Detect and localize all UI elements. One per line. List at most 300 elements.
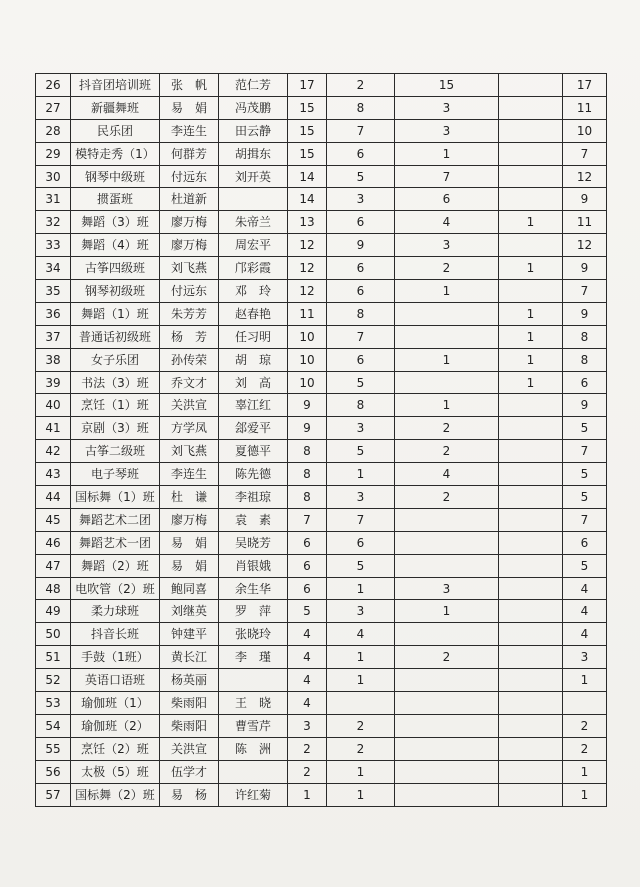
teacher-name: 鲍同喜 bbox=[160, 577, 219, 600]
teacher-name: 刘飞燕 bbox=[160, 440, 219, 463]
table-row bbox=[36, 600, 607, 623]
count-c bbox=[499, 74, 563, 97]
row-number: 55 bbox=[36, 737, 71, 760]
count-a: 1 bbox=[327, 760, 395, 783]
count-a: 5 bbox=[327, 165, 395, 188]
row-number: 30 bbox=[36, 165, 71, 188]
count-c bbox=[499, 646, 563, 669]
table-row bbox=[36, 714, 607, 737]
row-number: 48 bbox=[36, 577, 71, 600]
count-c bbox=[499, 737, 563, 760]
count-sum: 11 bbox=[563, 96, 607, 119]
enrolled-total: 17 bbox=[288, 74, 327, 97]
enrolled-total: 5 bbox=[288, 600, 327, 623]
count-a: 8 bbox=[327, 96, 395, 119]
teacher-name: 付远东 bbox=[160, 280, 219, 303]
row-number: 46 bbox=[36, 531, 71, 554]
enrolled-total: 6 bbox=[288, 531, 327, 554]
table-row bbox=[36, 348, 607, 371]
count-c bbox=[499, 600, 563, 623]
count-b: 1 bbox=[395, 600, 499, 623]
teacher-name: 杜道新 bbox=[160, 188, 219, 211]
class-name: 民乐团 bbox=[71, 119, 160, 142]
assistant-name: 袁 素 bbox=[219, 508, 288, 531]
assistant-name: 吴晓芳 bbox=[219, 531, 288, 554]
assistant-name bbox=[219, 188, 288, 211]
count-c bbox=[499, 165, 563, 188]
enrolled-total: 4 bbox=[288, 623, 327, 646]
row-number: 45 bbox=[36, 508, 71, 531]
row-number: 28 bbox=[36, 119, 71, 142]
enrolled-total: 10 bbox=[288, 348, 327, 371]
teacher-name: 柴雨阳 bbox=[160, 692, 219, 715]
table-row bbox=[36, 142, 607, 165]
table-row bbox=[36, 531, 607, 554]
teacher-name: 张 帆 bbox=[160, 74, 219, 97]
teacher-name: 孙传荣 bbox=[160, 348, 219, 371]
class-name: 抖音长班 bbox=[71, 623, 160, 646]
count-c bbox=[499, 417, 563, 440]
count-c bbox=[499, 142, 563, 165]
row-number: 41 bbox=[36, 417, 71, 440]
class-name: 烹饪（1）班 bbox=[71, 394, 160, 417]
assistant-name: 胡 琼 bbox=[219, 348, 288, 371]
count-b: 6 bbox=[395, 188, 499, 211]
class-name: 普通话初级班 bbox=[71, 325, 160, 348]
assistant-name: 周宏平 bbox=[219, 234, 288, 257]
assistant-name: 陈 洲 bbox=[219, 737, 288, 760]
class-name: 新疆舞班 bbox=[71, 96, 160, 119]
teacher-name: 刘继英 bbox=[160, 600, 219, 623]
row-number: 38 bbox=[36, 348, 71, 371]
row-number: 31 bbox=[36, 188, 71, 211]
teacher-name: 廖万梅 bbox=[160, 211, 219, 234]
count-c: 1 bbox=[499, 302, 563, 325]
count-sum: 1 bbox=[563, 669, 607, 692]
class-name: 电子琴班 bbox=[71, 463, 160, 486]
class-name: 舞蹈艺术一团 bbox=[71, 531, 160, 554]
teacher-name: 伍学才 bbox=[160, 760, 219, 783]
teacher-name: 黄长江 bbox=[160, 646, 219, 669]
row-number: 44 bbox=[36, 486, 71, 509]
teacher-name: 杜 谦 bbox=[160, 486, 219, 509]
class-name: 古筝四级班 bbox=[71, 257, 160, 280]
assistant-name: 范仁芳 bbox=[219, 74, 288, 97]
count-sum: 2 bbox=[563, 714, 607, 737]
table-row bbox=[36, 646, 607, 669]
table-row bbox=[36, 188, 607, 211]
count-sum: 7 bbox=[563, 440, 607, 463]
teacher-name: 乔文才 bbox=[160, 371, 219, 394]
class-name: 太极（5）班 bbox=[71, 760, 160, 783]
enrolled-total: 8 bbox=[288, 486, 327, 509]
table-row bbox=[36, 692, 607, 715]
count-c: 1 bbox=[499, 257, 563, 280]
assistant-name: 李祖琼 bbox=[219, 486, 288, 509]
row-number: 47 bbox=[36, 554, 71, 577]
count-c: 1 bbox=[499, 211, 563, 234]
assistant-name: 胡揖东 bbox=[219, 142, 288, 165]
count-sum: 7 bbox=[563, 508, 607, 531]
enrolled-total: 4 bbox=[288, 669, 327, 692]
count-a: 6 bbox=[327, 348, 395, 371]
class-name: 电吹管（2）班 bbox=[71, 577, 160, 600]
count-b: 3 bbox=[395, 96, 499, 119]
row-number: 51 bbox=[36, 646, 71, 669]
assistant-name: 曹雪芹 bbox=[219, 714, 288, 737]
row-number: 53 bbox=[36, 692, 71, 715]
count-a: 9 bbox=[327, 234, 395, 257]
enrolled-total: 9 bbox=[288, 417, 327, 440]
count-b bbox=[395, 554, 499, 577]
count-sum: 9 bbox=[563, 302, 607, 325]
count-sum: 1 bbox=[563, 783, 607, 806]
count-c bbox=[499, 760, 563, 783]
count-sum: 8 bbox=[563, 325, 607, 348]
assistant-name: 罗 萍 bbox=[219, 600, 288, 623]
enrolled-total: 15 bbox=[288, 96, 327, 119]
enrolled-total: 10 bbox=[288, 371, 327, 394]
row-number: 56 bbox=[36, 760, 71, 783]
table-row bbox=[36, 119, 607, 142]
count-sum: 1 bbox=[563, 760, 607, 783]
row-number: 36 bbox=[36, 302, 71, 325]
count-b bbox=[395, 714, 499, 737]
teacher-name: 易 娟 bbox=[160, 554, 219, 577]
row-number: 33 bbox=[36, 234, 71, 257]
class-name: 书法（3）班 bbox=[71, 371, 160, 394]
row-number: 27 bbox=[36, 96, 71, 119]
table-row bbox=[36, 96, 607, 119]
row-number: 57 bbox=[36, 783, 71, 806]
class-name: 女子乐团 bbox=[71, 348, 160, 371]
row-number: 35 bbox=[36, 280, 71, 303]
teacher-name: 钟建平 bbox=[160, 623, 219, 646]
count-c bbox=[499, 463, 563, 486]
enrolled-total: 12 bbox=[288, 234, 327, 257]
table-row bbox=[36, 257, 607, 280]
count-sum: 6 bbox=[563, 531, 607, 554]
table-row bbox=[36, 783, 607, 806]
count-b bbox=[395, 783, 499, 806]
row-number: 26 bbox=[36, 74, 71, 97]
count-b: 7 bbox=[395, 165, 499, 188]
count-sum: 17 bbox=[563, 74, 607, 97]
count-b bbox=[395, 669, 499, 692]
row-number: 50 bbox=[36, 623, 71, 646]
count-sum: 4 bbox=[563, 623, 607, 646]
table-row bbox=[36, 440, 607, 463]
assistant-name: 陈先德 bbox=[219, 463, 288, 486]
count-a: 3 bbox=[327, 486, 395, 509]
count-a: 1 bbox=[327, 783, 395, 806]
table-row bbox=[36, 486, 607, 509]
count-sum: 7 bbox=[563, 142, 607, 165]
count-sum: 10 bbox=[563, 119, 607, 142]
count-a: 1 bbox=[327, 577, 395, 600]
enrolled-total: 15 bbox=[288, 142, 327, 165]
count-a: 6 bbox=[327, 142, 395, 165]
enrolled-total: 4 bbox=[288, 692, 327, 715]
class-name: 抖音团培训班 bbox=[71, 74, 160, 97]
teacher-name: 廖万梅 bbox=[160, 508, 219, 531]
count-sum: 7 bbox=[563, 280, 607, 303]
count-sum bbox=[563, 692, 607, 715]
enrolled-total: 14 bbox=[288, 165, 327, 188]
assistant-name: 刘 高 bbox=[219, 371, 288, 394]
row-number: 49 bbox=[36, 600, 71, 623]
count-c bbox=[499, 714, 563, 737]
count-a: 3 bbox=[327, 600, 395, 623]
table-row bbox=[36, 165, 607, 188]
count-c bbox=[499, 440, 563, 463]
count-a: 7 bbox=[327, 325, 395, 348]
teacher-name: 易 娟 bbox=[160, 531, 219, 554]
count-sum: 9 bbox=[563, 188, 607, 211]
enrolled-total: 12 bbox=[288, 280, 327, 303]
class-name: 国标舞（2）班 bbox=[71, 783, 160, 806]
count-b: 3 bbox=[395, 119, 499, 142]
count-b: 2 bbox=[395, 646, 499, 669]
count-a: 3 bbox=[327, 188, 395, 211]
assistant-name: 李 瑾 bbox=[219, 646, 288, 669]
count-sum: 5 bbox=[563, 417, 607, 440]
count-sum: 12 bbox=[563, 234, 607, 257]
count-c bbox=[499, 554, 563, 577]
count-b: 2 bbox=[395, 417, 499, 440]
class-name: 京剧（3）班 bbox=[71, 417, 160, 440]
row-number: 34 bbox=[36, 257, 71, 280]
count-a: 1 bbox=[327, 646, 395, 669]
assistant-name bbox=[219, 669, 288, 692]
teacher-name: 杨 芳 bbox=[160, 325, 219, 348]
count-b: 3 bbox=[395, 577, 499, 600]
count-sum: 9 bbox=[563, 394, 607, 417]
count-a: 6 bbox=[327, 531, 395, 554]
enrolled-total: 8 bbox=[288, 463, 327, 486]
row-number: 37 bbox=[36, 325, 71, 348]
teacher-name: 关洪宣 bbox=[160, 394, 219, 417]
count-c bbox=[499, 394, 563, 417]
enrolled-total: 12 bbox=[288, 257, 327, 280]
class-name: 舞蹈艺术二团 bbox=[71, 508, 160, 531]
count-a bbox=[327, 692, 395, 715]
teacher-name: 朱芳芳 bbox=[160, 302, 219, 325]
count-a: 7 bbox=[327, 508, 395, 531]
class-name: 烹饪（2）班 bbox=[71, 737, 160, 760]
count-b: 4 bbox=[395, 211, 499, 234]
table-row bbox=[36, 554, 607, 577]
count-c: 1 bbox=[499, 371, 563, 394]
class-name: 英语口语班 bbox=[71, 669, 160, 692]
teacher-name: 何群芳 bbox=[160, 142, 219, 165]
enrolled-total: 1 bbox=[288, 783, 327, 806]
count-b: 1 bbox=[395, 280, 499, 303]
class-name: 古筝二级班 bbox=[71, 440, 160, 463]
class-name: 舞蹈（2）班 bbox=[71, 554, 160, 577]
count-sum: 5 bbox=[563, 554, 607, 577]
assistant-name: 张晓玲 bbox=[219, 623, 288, 646]
table-row bbox=[36, 623, 607, 646]
count-b bbox=[395, 508, 499, 531]
count-c bbox=[499, 669, 563, 692]
count-sum: 11 bbox=[563, 211, 607, 234]
row-number: 42 bbox=[36, 440, 71, 463]
count-b: 2 bbox=[395, 440, 499, 463]
table-row bbox=[36, 760, 607, 783]
count-b bbox=[395, 692, 499, 715]
count-b: 4 bbox=[395, 463, 499, 486]
count-a: 5 bbox=[327, 440, 395, 463]
assistant-name: 田云静 bbox=[219, 119, 288, 142]
assistant-name: 郐爱平 bbox=[219, 417, 288, 440]
table-row bbox=[36, 463, 607, 486]
count-c bbox=[499, 119, 563, 142]
row-number: 29 bbox=[36, 142, 71, 165]
class-name: 钢琴中级班 bbox=[71, 165, 160, 188]
count-c bbox=[499, 508, 563, 531]
count-sum: 2 bbox=[563, 737, 607, 760]
enrolled-total: 8 bbox=[288, 440, 327, 463]
assistant-name: 王 晓 bbox=[219, 692, 288, 715]
count-sum: 4 bbox=[563, 577, 607, 600]
count-b bbox=[395, 760, 499, 783]
count-c bbox=[499, 692, 563, 715]
count-a: 3 bbox=[327, 417, 395, 440]
enrolled-total: 11 bbox=[288, 302, 327, 325]
count-a: 4 bbox=[327, 623, 395, 646]
count-c bbox=[499, 234, 563, 257]
count-sum: 8 bbox=[563, 348, 607, 371]
enrolled-total: 9 bbox=[288, 394, 327, 417]
enrolled-total: 15 bbox=[288, 119, 327, 142]
enrolled-total: 2 bbox=[288, 737, 327, 760]
enrolled-total: 7 bbox=[288, 508, 327, 531]
table-row bbox=[36, 234, 607, 257]
enrolled-total: 3 bbox=[288, 714, 327, 737]
teacher-name: 易 娟 bbox=[160, 96, 219, 119]
assistant-name: 冯茂鹏 bbox=[219, 96, 288, 119]
assistant-name: 刘开英 bbox=[219, 165, 288, 188]
table-row bbox=[36, 394, 607, 417]
count-a: 8 bbox=[327, 302, 395, 325]
assistant-name: 夏德平 bbox=[219, 440, 288, 463]
count-b bbox=[395, 737, 499, 760]
teacher-name: 廖万梅 bbox=[160, 234, 219, 257]
count-a: 1 bbox=[327, 669, 395, 692]
class-name: 舞蹈（1）班 bbox=[71, 302, 160, 325]
row-number: 32 bbox=[36, 211, 71, 234]
count-a: 7 bbox=[327, 119, 395, 142]
count-c bbox=[499, 96, 563, 119]
enrolled-total: 4 bbox=[288, 646, 327, 669]
teacher-name: 关洪宣 bbox=[160, 737, 219, 760]
count-c bbox=[499, 280, 563, 303]
table-row bbox=[36, 508, 607, 531]
count-c: 1 bbox=[499, 348, 563, 371]
row-number: 39 bbox=[36, 371, 71, 394]
teacher-name: 易 杨 bbox=[160, 783, 219, 806]
assistant-name: 余生华 bbox=[219, 577, 288, 600]
count-a: 2 bbox=[327, 714, 395, 737]
count-b bbox=[395, 623, 499, 646]
enrolled-total: 2 bbox=[288, 760, 327, 783]
table-row bbox=[36, 669, 607, 692]
assistant-name: 辜江红 bbox=[219, 394, 288, 417]
count-b: 15 bbox=[395, 74, 499, 97]
count-b: 1 bbox=[395, 394, 499, 417]
assistant-name: 许红菊 bbox=[219, 783, 288, 806]
class-statistics-table bbox=[35, 73, 607, 807]
count-b: 3 bbox=[395, 234, 499, 257]
enrolled-total: 6 bbox=[288, 577, 327, 600]
count-sum: 5 bbox=[563, 486, 607, 509]
teacher-name: 李连生 bbox=[160, 119, 219, 142]
table-row bbox=[36, 302, 607, 325]
count-a: 6 bbox=[327, 280, 395, 303]
row-number: 43 bbox=[36, 463, 71, 486]
enrolled-total: 14 bbox=[288, 188, 327, 211]
class-name: 柔力球班 bbox=[71, 600, 160, 623]
count-b bbox=[395, 531, 499, 554]
count-b bbox=[395, 371, 499, 394]
count-c bbox=[499, 531, 563, 554]
class-name: 钢琴初级班 bbox=[71, 280, 160, 303]
table-row bbox=[36, 74, 607, 97]
teacher-name: 刘飞燕 bbox=[160, 257, 219, 280]
table-row bbox=[36, 280, 607, 303]
count-b bbox=[395, 302, 499, 325]
assistant-name: 肖银娥 bbox=[219, 554, 288, 577]
count-a: 5 bbox=[327, 371, 395, 394]
table-row bbox=[36, 417, 607, 440]
count-c bbox=[499, 623, 563, 646]
count-b: 2 bbox=[395, 257, 499, 280]
teacher-name: 付远东 bbox=[160, 165, 219, 188]
class-name: 舞蹈（3）班 bbox=[71, 211, 160, 234]
assistant-name bbox=[219, 760, 288, 783]
count-b: 1 bbox=[395, 142, 499, 165]
table-row bbox=[36, 325, 607, 348]
count-c bbox=[499, 577, 563, 600]
count-a: 6 bbox=[327, 257, 395, 280]
enrolled-total: 6 bbox=[288, 554, 327, 577]
count-b bbox=[395, 325, 499, 348]
count-c: 1 bbox=[499, 325, 563, 348]
class-name: 瑜伽班（2） bbox=[71, 714, 160, 737]
table-body bbox=[36, 74, 607, 807]
class-name: 掼蛋班 bbox=[71, 188, 160, 211]
count-sum: 4 bbox=[563, 600, 607, 623]
count-a: 6 bbox=[327, 211, 395, 234]
class-name: 国标舞（1）班 bbox=[71, 486, 160, 509]
row-number: 54 bbox=[36, 714, 71, 737]
assistant-name: 朱帝兰 bbox=[219, 211, 288, 234]
teacher-name: 李连生 bbox=[160, 463, 219, 486]
teacher-name: 方学凤 bbox=[160, 417, 219, 440]
assistant-name: 邝彩霞 bbox=[219, 257, 288, 280]
teacher-name: 柴雨阳 bbox=[160, 714, 219, 737]
count-b: 1 bbox=[395, 348, 499, 371]
table-row bbox=[36, 737, 607, 760]
table-row bbox=[36, 211, 607, 234]
count-c bbox=[499, 188, 563, 211]
table-row bbox=[36, 371, 607, 394]
class-name: 瑜伽班（1） bbox=[71, 692, 160, 715]
assistant-name: 赵春艳 bbox=[219, 302, 288, 325]
count-c bbox=[499, 783, 563, 806]
count-a: 2 bbox=[327, 737, 395, 760]
